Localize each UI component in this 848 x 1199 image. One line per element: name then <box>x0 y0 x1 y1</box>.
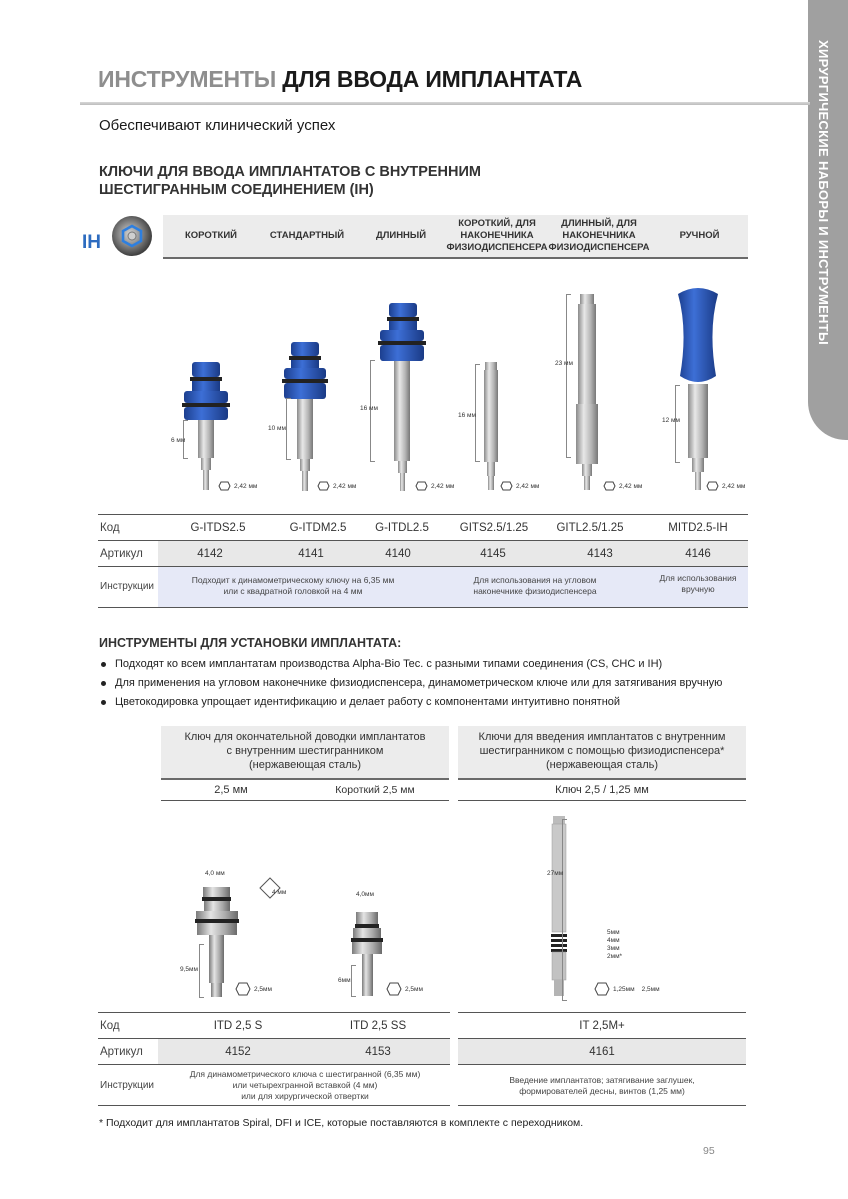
code-cell: G-ITDS2.5 <box>190 522 246 534</box>
hexagon-icon <box>594 982 610 996</box>
length-label: 16 мм <box>360 405 378 412</box>
hex-size-tag: 2,42 мм <box>218 481 257 491</box>
table-row-article <box>458 1038 746 1065</box>
code-cell: GITS2.5/1.25 <box>459 522 529 534</box>
page-number: 95 <box>703 1145 715 1157</box>
hex-size-tag: 2,42 мм <box>500 481 539 491</box>
list-item: Для применения на угловом наконечнике физиодиспенсера, динамометрическом ключе или для затягивания вручную <box>99 675 759 694</box>
hexagon-icon <box>235 982 251 996</box>
page-title <box>98 66 582 93</box>
table-row-code <box>98 514 748 541</box>
hexagon-icon <box>218 481 231 491</box>
length-label: 6 мм <box>171 437 186 444</box>
article-cell: 4161 <box>589 1046 615 1058</box>
section-title-installation: ИНСТРУМЕНТЫ ДЛЯ УСТАНОВКИ ИМПЛАНТАТА: <box>99 636 402 650</box>
length-label: 6мм <box>338 977 351 984</box>
hexagon-icon <box>317 481 330 491</box>
footnote: * Подходит для имплантатов Spiral, DFI и ICE, которые поставляются в комплекте с переходником. <box>99 1117 584 1129</box>
square-drive-label: 4 мм <box>272 889 287 896</box>
dimension-bracket <box>199 944 204 998</box>
it-2-5m-plus-image <box>540 812 580 1002</box>
row-label: Артикул <box>100 548 143 560</box>
hex-size-tag: 2,5мм <box>235 982 272 996</box>
section-title-line: КЛЮЧИ ДЛЯ ВВОДА ИМПЛАНТАТОВ С ВНУТРЕННИМ <box>99 164 481 180</box>
hex-size-tag: 2,42 мм <box>603 481 642 491</box>
column-header-row <box>163 215 748 259</box>
hexagon-icon <box>706 481 719 491</box>
group1-subheader: 2,5 мм <box>161 780 301 801</box>
code-cell: G-ITDL2.5 <box>375 522 429 534</box>
column-header-short-handpiece: КОРОТКИЙ, ДЛЯ НАКОНЕЧНИКА ФИЗИОДИСПЕНСЕРА <box>446 218 548 253</box>
hex-size-tag: 2,42 мм <box>415 481 454 491</box>
bullet-icon <box>101 681 106 686</box>
list-item: Цветокодировка упрощает идентификацию и делает работу с компонентами интуитивно понятной <box>99 694 759 713</box>
driver-manual-image <box>678 288 718 490</box>
table-row-article <box>98 1038 450 1065</box>
column-header-manual: РУЧНОЙ <box>679 230 720 241</box>
driver-short-handpiece-image <box>484 362 498 490</box>
length-label: 23 мм <box>555 360 573 367</box>
instructions-cell: Для использования на угловом наконечнике физиодиспенсера <box>473 575 597 596</box>
article-cell: 4141 <box>298 548 324 560</box>
list-item: Подходят ко всем имплантатам производства Alpha-Bio Tec. с разными типами соединения (CS, CHC и IH) <box>99 656 759 675</box>
hex-size-tag: 1,25мм 2,5мм <box>594 982 660 996</box>
top-dimension-label: 4,0мм <box>356 891 374 898</box>
section-title-line: ШЕСТИГРАННЫМ СОЕДИНЕНИЕМ (IH) <box>99 182 374 198</box>
side-section-tab <box>808 0 848 440</box>
table-row-instructions <box>458 1064 746 1106</box>
group2-subheader: Ключ 2,5 / 1,25 мм <box>458 780 746 801</box>
depth-mark-label: 4мм <box>607 937 620 944</box>
group2-header: Ключи для введения имплантатов с внутренним шестигранником с помощью физиодиспенсера* (нержавеющая сталь) <box>458 726 746 780</box>
page-subtitle: Обеспечивают клинический успех <box>99 117 336 134</box>
table-row-article <box>98 540 748 567</box>
code-cell: IT 2,5M+ <box>579 1020 625 1032</box>
bullet-icon <box>101 700 106 705</box>
instructions-cell: Подходит к динамометрическому ключу на 6,35 мм или с квадратной головкой на 4 мм <box>191 575 395 596</box>
driver-short-image <box>182 362 230 490</box>
column-header-short: КОРОТКИЙ <box>184 230 238 241</box>
length-label: 12 мм <box>662 417 680 424</box>
top-dimension-label: 4,0 мм <box>205 870 225 877</box>
hexagon-icon <box>415 481 428 491</box>
dimension-bracket <box>351 965 356 997</box>
hex-size-tag: 2,5мм <box>386 982 423 996</box>
hexagon-icon <box>386 982 402 996</box>
length-label: 10 мм <box>268 425 286 432</box>
code-cell: MITD2.5-IH <box>668 522 728 534</box>
row-label: Артикул <box>100 1046 143 1058</box>
depth-mark-label: 2мм* <box>607 953 623 960</box>
dimension-bracket <box>675 385 680 463</box>
page-title-gray: ИНСТРУМЕНТЫ <box>98 66 277 92</box>
row-label: Инструкции <box>100 1080 155 1091</box>
hexagon-icon <box>603 481 616 491</box>
hex-connection-icon <box>112 216 152 256</box>
table-row-code <box>98 1012 450 1039</box>
dimension-bracket <box>286 398 291 460</box>
article-cell: 4142 <box>197 548 223 560</box>
column-header-long: ДЛИННЫЙ <box>375 230 427 241</box>
code-cell: ITD 2,5 S <box>213 1020 263 1032</box>
length-label: 16 мм <box>458 412 476 419</box>
row-label: Код <box>100 1020 120 1032</box>
article-cell: 4145 <box>480 548 506 560</box>
article-cell: 4140 <box>385 548 411 560</box>
table-row-instructions <box>98 1064 450 1106</box>
section-title-ih-keys <box>99 163 481 199</box>
row-label: Код <box>100 522 120 534</box>
code-cell: ITD 2,5 SS <box>349 1020 407 1032</box>
page-title-dark: ДЛЯ ВВОДА ИМПЛАНТАТА <box>282 66 583 92</box>
depth-mark-label: 3мм <box>607 945 620 952</box>
code-cell: GITL2.5/1.25 <box>556 522 624 534</box>
dimension-bracket <box>562 819 567 1001</box>
article-cell: 4143 <box>587 548 613 560</box>
feature-list <box>99 656 759 713</box>
instructions-cell: Для динамометрического ключа с шестигранной (6,35 мм) или четырехгранной вставкой (4 мм) или для хирургической отвертки <box>189 1069 421 1101</box>
hex-size-tag: 2,42 мм <box>706 481 745 491</box>
row-label: Инструкции <box>100 581 155 592</box>
group1-subheader: Короткий 2,5 мм <box>301 780 449 801</box>
side-tab-label: ХИРУРГИЧЕСКИЕ НАБОРЫ И ИНСТРУМЕНТЫ <box>816 40 831 346</box>
instructions-cell: Введение имплантатов; затягивание заглушек, формирователей десны, винтов (1,25 мм) <box>509 1075 695 1096</box>
depth-mark-label: 5мм <box>607 929 620 936</box>
driver-long-image <box>378 303 426 491</box>
article-cell: 4146 <box>685 548 711 560</box>
table-row-code <box>458 1012 746 1039</box>
column-header-standard: СТАНДАРТНЫЙ <box>269 230 345 241</box>
table-row-instructions <box>98 566 748 608</box>
hex-size-tag: 2,42 мм <box>317 481 356 491</box>
column-header-long-handpiece: ДЛИННЫЙ, ДЛЯ НАКОНЕЧНИКА ФИЗИОДИСПЕНСЕРА <box>548 218 650 253</box>
instructions-cell: Для использования вручную <box>659 573 737 594</box>
length-label: 27мм <box>547 870 564 877</box>
article-cell: 4153 <box>365 1046 391 1058</box>
title-divider <box>80 102 810 105</box>
dimension-bracket <box>566 294 571 458</box>
length-label: 9,5мм <box>180 966 198 973</box>
article-cell: 4152 <box>225 1046 251 1058</box>
driver-long-handpiece-image <box>576 294 598 490</box>
hexagon-icon <box>500 481 513 491</box>
connection-type-label: IH <box>82 232 101 253</box>
ih-drivers-illustration <box>160 280 760 500</box>
bullet-icon <box>101 662 106 667</box>
code-cell: G-ITDM2.5 <box>289 522 347 534</box>
group1-header: Ключ для окончательной доводки имплантатов с внутренним шестигранником (нержавеющая сталь) <box>161 726 449 780</box>
